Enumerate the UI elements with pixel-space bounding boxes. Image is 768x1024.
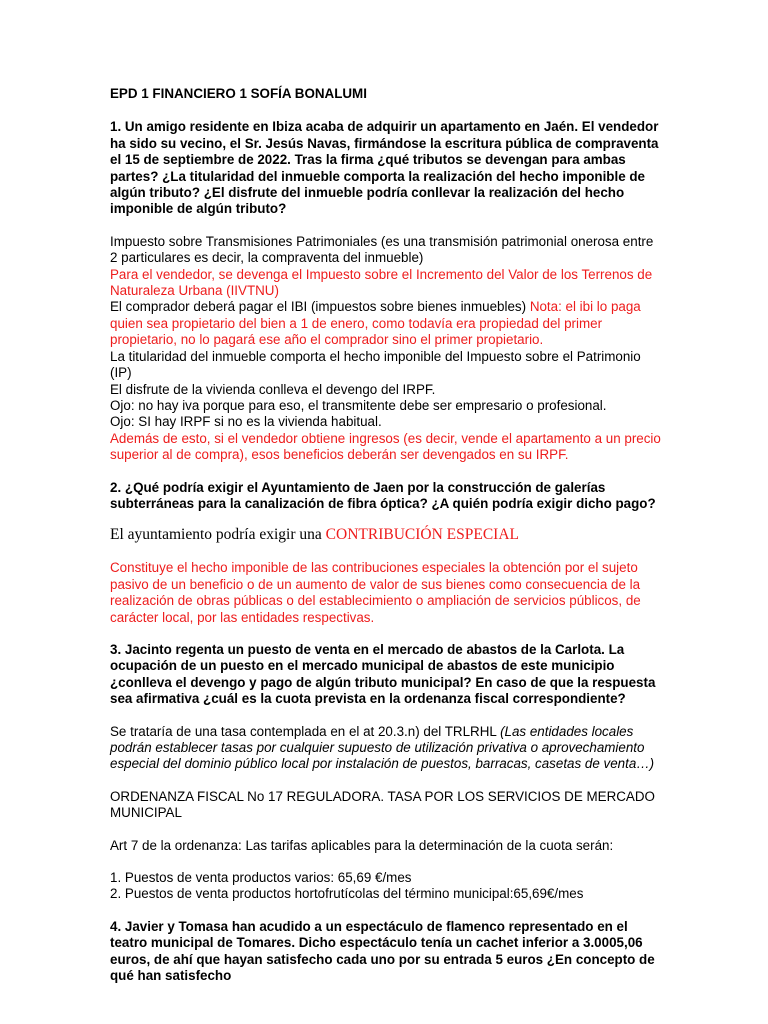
answer-1-ip: La titularidad del inmueble comporta el hecho imponible del Impuesto sobre el Patrimonio (IP) [110,348,641,381]
answer-2-definition: Constituye el hecho imponible de las contribuciones especiales la obtención por el sujeto pasivo de un beneficio o de un aumento de valor de sus bienes como consecuencia de la realización de obras públicas o del establecimiento o ampliación de servicios públicos, de carácter local, por las entidades respectivas. [110,560,641,625]
answer-2-intro [110,526,664,544]
answer-3-tasa [110,724,664,773]
answer-1-ojo-irpf: Ojo: SI hay IRPF si no es la vivienda habitual. [110,414,382,430]
answer-2-highlight: CONTRIBUCIÓN ESPECIAL [325,526,519,544]
answer-1-ojo-iva: Ojo: no hay iva porque para eso, el transmitente debe ser empresario o profesional. [110,397,607,413]
answer-1-ademas: Además de esto, si el vendedor obtiene ingresos (es decir, vende el apartamento a un precio superior al de compra), esos beneficios deberán ser devengados en su IRPF. [110,430,661,463]
question-4: 4. Javier y Tomasa han acudido a un espectáculo de flamenco representado en el teatro municipal de Tomares. Dicho espectáculo tenía un cachet inferior a 3.0005,06 euros, de ahí que hayan satisfecho cada uno por su entrada 5 euros ¿En concepto de qué han satisfecho [110,918,655,984]
answer-1-itp: Impuesto sobre Transmisiones Patrimoniales (es una transmisión patrimonial onerosa entre 2 particulares es decir, la compraventa del inmueble) [110,233,654,266]
document-title: EPD 1 FINANCIERO 1 SOFÍA BONALUMI [110,86,367,101]
answer-3-tasa-text: Se trataría de una tasa contemplada en el at 20.3.n) del TRLRHL [110,723,501,739]
answer-3-ordenanza: ORDENANZA FISCAL No 17 REGULADORA. TASA POR LOS SERVICIOS DE MERCADO MUNICIPAL [110,788,655,821]
answer-2-intro-text: El ayuntamiento podría exigir una [110,526,326,544]
answer-1-irpf: El disfrute de la vivienda conlleva el devengo del IRPF. [110,381,436,397]
answer-3-item-1: 1. Puestos de venta productos varios: 65,69 €/mes [110,870,412,886]
answer-1-ibi-note: Nota: el ibi lo paga quien sea propietario del bien a 1 de enero, como todavía era propiedad del primer propietario, no lo pagará ese año el comprador sino el primer propietario. [110,299,641,348]
question-1: 1. Un amigo residente en Ibiza acaba de adquirir un apartamento en Jaén. El vendedor ha sido su vecino, el Sr. Jesús Navas, firmándose la escritura pública de compraventa el 15 de septiembre de 2022. Tras la firma ¿qué tributos se devengan para ambas partes? ¿La titularidad del inmueble comporta la realización del hecho imponible de algún tributo? ¿El disfrute del inmueble podría conllevar la realización del hecho imponible de algún tributo? [110,119,659,217]
answer-3-tasa-quote: (Las entidades locales podrán establecer tasas por cualquier supuesto de utilización privativa o aprovechamiento especial del dominio público local por instalación de puestos, barracas, casetas de venta…) [110,723,655,772]
answer-3-item-2: 2. Puestos de venta productos hortofrutícolas del término municipal:65,69€/mes [110,886,584,902]
answer-1-ibi-text: El comprador deberá pagar el IBI (impuestos sobre bienes inmuebles) [110,299,527,315]
question-2: 2. ¿Qué podría exigir el Ayuntamiento de Jaen por la construcción de galerías subterráneas para la canalización de fibra óptica? ¿A quién podría exigir dicho pago? [110,479,656,511]
answer-1-ibi [110,299,664,348]
answer-1-vendedor: Para el vendedor, se devenga el Impuesto sobre el Incremento del Valor de los Terrenos de Naturaleza Urbana (IIVTNU) [110,266,653,299]
answer-3-art7: Art 7 de la ordenanza: Las tarifas aplicables para la determinación de la cuota serán: [110,837,614,853]
question-3: 3. Jacinto regenta un puesto de venta en el mercado de abastos de la Carlota. La ocupación de un puesto en el mercado municipal de abastos de este municipio ¿conlleva el devengo y pago de algún tributo municipal? En caso de que la respuesta sea afirmativa ¿cuál es la cuota prevista en la ordenanza fiscal correspondiente? [110,641,656,707]
